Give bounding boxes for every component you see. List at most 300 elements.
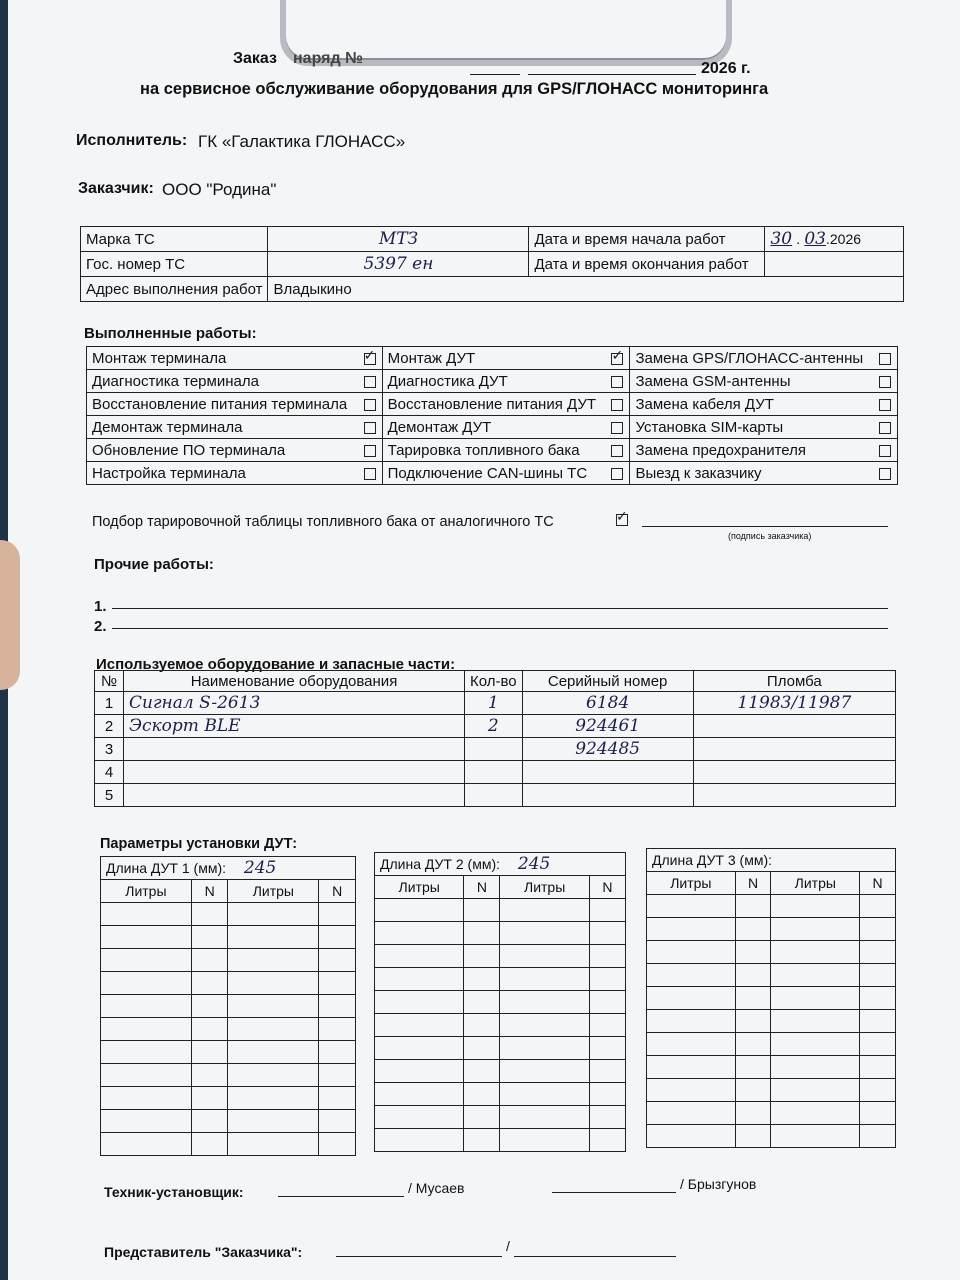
- dut-row: [375, 899, 626, 922]
- title-year: 2026 г.: [701, 60, 751, 77]
- dut-cell[interactable]: [319, 1041, 356, 1064]
- dut-cell[interactable]: [101, 1018, 192, 1041]
- dut-cell[interactable]: [860, 1033, 896, 1056]
- dut-cell[interactable]: [589, 945, 625, 968]
- dut-row: [101, 1133, 356, 1156]
- dut-cell[interactable]: [375, 899, 464, 922]
- dut-cell[interactable]: [771, 1125, 860, 1148]
- dut-cell[interactable]: [228, 1110, 319, 1133]
- equipment-qty-cell: [465, 784, 523, 807]
- dut-row: [647, 1125, 896, 1148]
- work-checkbox-cell: [873, 462, 898, 485]
- calibration-label: Подбор тарировочной таблицы топливного бака от аналогичного ТС: [92, 514, 554, 530]
- equipment-qty-cell: [465, 761, 523, 784]
- equipment-qty-cell: [465, 715, 523, 738]
- plate-value: 5397 ен: [363, 254, 434, 274]
- dut-n-header: N: [589, 876, 625, 899]
- equipment-seal-cell: [693, 715, 895, 738]
- dut-row: [101, 949, 356, 972]
- dut-cell[interactable]: [771, 941, 860, 964]
- start-year: .2026: [826, 231, 862, 247]
- dut-row: [647, 941, 896, 964]
- dut-cell[interactable]: [735, 1010, 771, 1033]
- work-label: Замена кабеля ДУТ: [630, 393, 873, 416]
- dut-cell[interactable]: [191, 926, 228, 949]
- work-checkbox[interactable]: [364, 376, 376, 388]
- equipment-seal: 11983/11987: [737, 693, 852, 713]
- customer-label: Заказчик:: [78, 180, 154, 197]
- dut-cell[interactable]: [860, 1102, 896, 1125]
- dut-cell[interactable]: [464, 991, 500, 1014]
- dut-subheader: [647, 872, 896, 895]
- works-row: [87, 439, 898, 462]
- representative-separator: /: [506, 1238, 510, 1254]
- dut-cell[interactable]: [228, 1018, 319, 1041]
- dut-row: [375, 1037, 626, 1060]
- dut-cell[interactable]: [735, 918, 771, 941]
- dut-cell[interactable]: [771, 987, 860, 1010]
- dut-cell[interactable]: [860, 918, 896, 941]
- dut-cell[interactable]: [319, 903, 356, 926]
- dut3-header: [647, 849, 896, 872]
- dut-cell[interactable]: [735, 964, 771, 987]
- equipment-name-cell: [124, 715, 465, 738]
- dut-cell[interactable]: [191, 903, 228, 926]
- dut-cell[interactable]: [191, 1041, 228, 1064]
- dut-cell[interactable]: [101, 903, 192, 926]
- work-checkbox[interactable]: [879, 468, 891, 480]
- dut-liters-header: Литры: [500, 876, 589, 899]
- dut-cell[interactable]: [647, 895, 736, 918]
- dut-cell[interactable]: [647, 918, 736, 941]
- equipment-row: [95, 715, 896, 738]
- col-name: Наименование оборудования: [124, 671, 465, 692]
- dut-row: [101, 926, 356, 949]
- work-checkbox-cell: [873, 347, 898, 370]
- equipment-serial-cell: [522, 692, 693, 715]
- dut-cell[interactable]: [735, 1056, 771, 1079]
- dut-cell[interactable]: [191, 972, 228, 995]
- dut-cell[interactable]: [735, 895, 771, 918]
- representative-signature-line: [336, 1256, 502, 1257]
- equipment-serial-cell: [522, 715, 693, 738]
- plate-label: Гос. номер ТС: [81, 252, 268, 277]
- dut-cell[interactable]: [375, 922, 464, 945]
- work-label: Обновление ПО терминала: [87, 439, 358, 462]
- dut-cell[interactable]: [500, 1129, 589, 1152]
- dut-cell[interactable]: [228, 1041, 319, 1064]
- dut-cell[interactable]: [464, 1060, 500, 1083]
- dut-cell[interactable]: [589, 968, 625, 991]
- dut-cell[interactable]: [500, 1106, 589, 1129]
- dut-cell[interactable]: [375, 968, 464, 991]
- dut-cell[interactable]: [647, 987, 736, 1010]
- dut-cell[interactable]: [319, 995, 356, 1018]
- dut-cell[interactable]: [191, 1110, 228, 1133]
- dut-cell[interactable]: [191, 949, 228, 972]
- works-title: Выполненные работы:: [84, 325, 257, 342]
- dut-cell[interactable]: [319, 926, 356, 949]
- dut-cell[interactable]: [101, 1087, 192, 1110]
- equipment-num-cell: [95, 761, 124, 784]
- dut-cell[interactable]: [589, 1106, 625, 1129]
- dut1-table: [100, 856, 356, 1156]
- technician2-name: / Брызгунов: [680, 1176, 757, 1192]
- dut-cell[interactable]: [375, 945, 464, 968]
- technician1-signature-line: [278, 1196, 404, 1197]
- dut-cell[interactable]: [464, 1083, 500, 1106]
- dut-cell[interactable]: [771, 895, 860, 918]
- work-label: Замена GPS/ГЛОНАСС-антенны: [630, 347, 873, 370]
- work-label: Замена GSM-антенны: [630, 370, 873, 393]
- work-checkbox[interactable]: [364, 445, 376, 457]
- dut-cell[interactable]: [375, 1129, 464, 1152]
- address-value: Владыкино: [268, 277, 904, 302]
- dut-row: [101, 1064, 356, 1087]
- dut-subheader: [101, 880, 356, 903]
- equipment-name-cell: [124, 692, 465, 715]
- dut-row: [375, 1060, 626, 1083]
- dut-cell[interactable]: [101, 1064, 192, 1087]
- dut-row: [647, 1010, 896, 1033]
- dut-row: [375, 1014, 626, 1037]
- equipment-name-cell: [124, 761, 465, 784]
- dut-row: [101, 1018, 356, 1041]
- dut-cell[interactable]: [319, 1133, 356, 1156]
- dut2-label: Длина ДУТ 2 (мм):: [380, 856, 500, 872]
- work-checkbox[interactable]: [364, 399, 376, 411]
- dut-row: [101, 1110, 356, 1133]
- dut-cell[interactable]: [589, 1014, 625, 1037]
- dut-cell[interactable]: [500, 1014, 589, 1037]
- equipment-table: [94, 670, 896, 807]
- dut-cell[interactable]: [735, 1125, 771, 1148]
- dut-cell[interactable]: [771, 1033, 860, 1056]
- dut-cell[interactable]: [228, 1133, 319, 1156]
- equipment-num-cell: [95, 784, 124, 807]
- dut-n-header: N: [464, 876, 500, 899]
- dut-cell[interactable]: [771, 1102, 860, 1125]
- vehicle-table: [80, 226, 904, 302]
- work-checkbox[interactable]: [364, 468, 376, 480]
- work-label: Диагностика ДУТ: [382, 370, 605, 393]
- dut-cell[interactable]: [860, 1125, 896, 1148]
- equipment-name: Эскорт BLE: [129, 716, 241, 736]
- dut-cell[interactable]: [647, 1033, 736, 1056]
- dut-cell[interactable]: [500, 922, 589, 945]
- dut-cell[interactable]: [464, 945, 500, 968]
- dut-cell[interactable]: [647, 1125, 736, 1148]
- dut-cell[interactable]: [191, 1133, 228, 1156]
- dut-cell[interactable]: [860, 1079, 896, 1102]
- dut-cell[interactable]: [228, 926, 319, 949]
- work-checkbox[interactable]: [611, 422, 623, 434]
- work-checkbox[interactable]: [879, 376, 891, 388]
- dut-cell[interactable]: [464, 922, 500, 945]
- work-label: Монтаж ДУТ: [382, 347, 605, 370]
- dut-cell[interactable]: [101, 1041, 192, 1064]
- work-checkbox-cell: [605, 462, 630, 485]
- dut-cell[interactable]: [647, 941, 736, 964]
- dut-cell[interactable]: [735, 941, 771, 964]
- work-label: Диагностика терминала: [87, 370, 358, 393]
- dut-cell[interactable]: [735, 987, 771, 1010]
- dut-cell[interactable]: [500, 1083, 589, 1106]
- dut-row: [375, 1106, 626, 1129]
- dut-row: [647, 918, 896, 941]
- work-checkbox-cell: [358, 393, 383, 416]
- dut-row: [375, 991, 626, 1014]
- dut-cell[interactable]: [464, 968, 500, 991]
- dut-cell[interactable]: [375, 991, 464, 1014]
- work-checkbox-cell: [605, 416, 630, 439]
- equipment-row: [95, 761, 896, 784]
- brand-label: Марка ТС: [81, 227, 268, 252]
- dut-cell[interactable]: [500, 1060, 589, 1083]
- dut-cell[interactable]: [647, 1056, 736, 1079]
- equipment-num: 4: [104, 763, 114, 781]
- other-work-2-line: [112, 628, 888, 629]
- equipment-seal-cell: [693, 738, 895, 761]
- dut-liters-header: Литры: [647, 872, 736, 895]
- technician-label: Техник-установщик:: [104, 1184, 244, 1200]
- other-work-1-line: [112, 608, 888, 609]
- calibration-checkbox[interactable]: [616, 514, 628, 526]
- dut-cell[interactable]: [771, 1056, 860, 1079]
- dut-cell[interactable]: [191, 1018, 228, 1041]
- work-checkbox[interactable]: [879, 422, 891, 434]
- dut-cell[interactable]: [500, 1037, 589, 1060]
- dut-cell[interactable]: [589, 1129, 625, 1152]
- customer-value: ООО "Родина": [162, 180, 277, 199]
- dut-row: [375, 945, 626, 968]
- dut-cell[interactable]: [860, 895, 896, 918]
- executor-label: Исполнитель:: [76, 132, 188, 149]
- end-label: Дата и время окончания работ: [529, 252, 765, 277]
- equipment-row: [95, 692, 896, 715]
- dut-cell[interactable]: [860, 941, 896, 964]
- dut-cell[interactable]: [500, 945, 589, 968]
- dut-cell[interactable]: [464, 1014, 500, 1037]
- dut-liters-header: Литры: [375, 876, 464, 899]
- work-checkbox[interactable]: [611, 445, 623, 457]
- work-label: Тарировка топливного бака: [382, 439, 605, 462]
- dut-cell[interactable]: [228, 972, 319, 995]
- dut-cell[interactable]: [647, 1102, 736, 1125]
- dut-cell[interactable]: [464, 899, 500, 922]
- work-checkbox-cell: [605, 393, 630, 416]
- work-checkbox-cell: [873, 416, 898, 439]
- signature-caption: (подпись заказчика): [728, 531, 812, 541]
- work-checkbox[interactable]: [611, 353, 623, 365]
- dut-cell[interactable]: [319, 972, 356, 995]
- dut-cell[interactable]: [771, 964, 860, 987]
- dut2-table: [374, 852, 626, 1152]
- dut-cell[interactable]: [771, 918, 860, 941]
- dut-cell[interactable]: [647, 1010, 736, 1033]
- dut-title: Параметры установки ДУТ:: [100, 836, 298, 852]
- col-num: №: [95, 671, 124, 692]
- dut-n-header: N: [735, 872, 771, 895]
- dut-cell[interactable]: [101, 926, 192, 949]
- dut1-label: Длина ДУТ 1 (мм):: [106, 860, 226, 876]
- works-table: [86, 346, 898, 485]
- dut-cell[interactable]: [375, 1014, 464, 1037]
- dut-row: [101, 1041, 356, 1064]
- work-checkbox[interactable]: [364, 353, 376, 365]
- dut-liters-header: Литры: [228, 880, 319, 903]
- equipment-row: [95, 784, 896, 807]
- dut-cell[interactable]: [101, 1133, 192, 1156]
- dut-cell[interactable]: [500, 899, 589, 922]
- equipment-seal-cell: [693, 784, 895, 807]
- thumb: [0, 540, 20, 690]
- dut-cell[interactable]: [375, 1106, 464, 1129]
- dut-cell[interactable]: [464, 1037, 500, 1060]
- dut-cell[interactable]: [228, 1064, 319, 1087]
- work-checkbox[interactable]: [364, 422, 376, 434]
- dut1-length: 245: [243, 858, 277, 878]
- dut-row: [647, 987, 896, 1010]
- equipment-name: Сигнал S-2613: [129, 693, 261, 713]
- dut-cell[interactable]: [589, 922, 625, 945]
- page-title: на сервисное обслуживание оборудования для GPS/ГЛОНАСС мониторинга: [140, 80, 769, 98]
- dut-cell[interactable]: [464, 1129, 500, 1152]
- equipment-serial-cell: [522, 761, 693, 784]
- dut-cell[interactable]: [860, 987, 896, 1010]
- dut-row: [375, 1129, 626, 1152]
- work-checkbox[interactable]: [879, 353, 891, 365]
- work-label: Установка SIM-карты: [630, 416, 873, 439]
- dut-cell[interactable]: [647, 1079, 736, 1102]
- dut-cell[interactable]: [319, 949, 356, 972]
- dut-cell[interactable]: [228, 995, 319, 1018]
- dut-row: [101, 903, 356, 926]
- dut-row: [647, 1056, 896, 1079]
- dut-row: [375, 968, 626, 991]
- dut-cell[interactable]: [101, 1110, 192, 1133]
- dut1-header: [101, 857, 356, 880]
- dut-liters-header: Литры: [771, 872, 860, 895]
- dut-cell[interactable]: [647, 964, 736, 987]
- address-label: Адрес выполнения работ: [81, 277, 268, 302]
- dut-cell[interactable]: [319, 1087, 356, 1110]
- dut2-length: 245: [517, 854, 551, 874]
- other-work-1-num: 1.: [94, 598, 107, 615]
- work-checkbox[interactable]: [879, 445, 891, 457]
- dut-n-header: N: [860, 872, 896, 895]
- dut-cell[interactable]: [464, 1106, 500, 1129]
- works-row: [87, 347, 898, 370]
- dut-cell[interactable]: [860, 1010, 896, 1033]
- dut-cell[interactable]: [191, 1064, 228, 1087]
- work-checkbox[interactable]: [879, 399, 891, 411]
- dut2-header: [375, 853, 626, 876]
- work-checkbox[interactable]: [611, 376, 623, 388]
- work-order-sheet: [8, 0, 960, 1280]
- dut-cell[interactable]: [101, 972, 192, 995]
- dut-row: [647, 1102, 896, 1125]
- work-checkbox-cell: [873, 393, 898, 416]
- col-qty: Кол-во: [465, 671, 523, 692]
- dut-cell[interactable]: [771, 1010, 860, 1033]
- dut-cell[interactable]: [319, 1064, 356, 1087]
- equipment-name-cell: [124, 738, 465, 761]
- dut-row: [375, 922, 626, 945]
- dut-row: [101, 972, 356, 995]
- dut-cell[interactable]: [589, 1083, 625, 1106]
- col-serial: Серийный номер: [522, 671, 693, 692]
- dut-cell[interactable]: [101, 995, 192, 1018]
- work-checkbox[interactable]: [611, 468, 623, 480]
- dut-cell[interactable]: [860, 964, 896, 987]
- dut-cell[interactable]: [191, 1087, 228, 1110]
- title-number-partial: наряд №: [293, 50, 363, 67]
- equipment-serial: 924461: [575, 716, 641, 736]
- dut-cell[interactable]: [735, 1033, 771, 1056]
- equipment-qty: 1: [487, 693, 499, 713]
- equipment-qty-cell: [465, 692, 523, 715]
- dut-cell[interactable]: [589, 899, 625, 922]
- dut-cell[interactable]: [771, 1079, 860, 1102]
- dut-cell[interactable]: [319, 1018, 356, 1041]
- order-number-line: [470, 74, 520, 75]
- work-label: Выезд к заказчику: [630, 462, 873, 485]
- equipment-title: Используемое оборудование и запасные части:: [96, 656, 456, 673]
- dut-row: [647, 1079, 896, 1102]
- dut-cell[interactable]: [228, 1087, 319, 1110]
- work-label: Восстановление питания ДУТ: [382, 393, 605, 416]
- equipment-seal-cell: [693, 761, 895, 784]
- other-work-2-num: 2.: [94, 618, 107, 635]
- dut-cell[interactable]: [735, 1102, 771, 1125]
- dut-cell[interactable]: [589, 1060, 625, 1083]
- work-checkbox[interactable]: [611, 399, 623, 411]
- work-checkbox-cell: [358, 416, 383, 439]
- equipment-num-cell: [95, 692, 124, 715]
- dut-cell[interactable]: [101, 949, 192, 972]
- customer-signature-line: [642, 526, 888, 527]
- dut-cell[interactable]: [589, 991, 625, 1014]
- dut-cell[interactable]: [735, 1079, 771, 1102]
- work-checkbox-cell: [605, 439, 630, 462]
- dut-cell[interactable]: [589, 1037, 625, 1060]
- title-start: Заказ: [233, 50, 277, 67]
- work-checkbox-cell: [873, 439, 898, 462]
- work-checkbox-cell: [605, 347, 630, 370]
- equipment-qty: 2: [487, 716, 499, 736]
- other-works-title: Прочие работы:: [94, 556, 214, 573]
- dut-cell[interactable]: [375, 1060, 464, 1083]
- dut-cell[interactable]: [500, 991, 589, 1014]
- equipment-num: 3: [104, 740, 114, 758]
- equipment-num: 2: [104, 717, 114, 735]
- works-row: [87, 393, 898, 416]
- dut-cell[interactable]: [319, 1110, 356, 1133]
- dut-cell[interactable]: [860, 1056, 896, 1079]
- dut-cell[interactable]: [375, 1083, 464, 1106]
- equipment-serial-cell: [522, 738, 693, 761]
- start-value: 30 . 03.2026: [765, 227, 904, 252]
- order-date-line: [528, 74, 696, 75]
- dut-cell[interactable]: [500, 968, 589, 991]
- dut-cell[interactable]: [375, 1037, 464, 1060]
- dut-cell[interactable]: [228, 949, 319, 972]
- dut-cell[interactable]: [228, 903, 319, 926]
- brand-value: МТЗ: [378, 229, 419, 249]
- dut-cell[interactable]: [191, 995, 228, 1018]
- representative-name-line: [514, 1256, 676, 1257]
